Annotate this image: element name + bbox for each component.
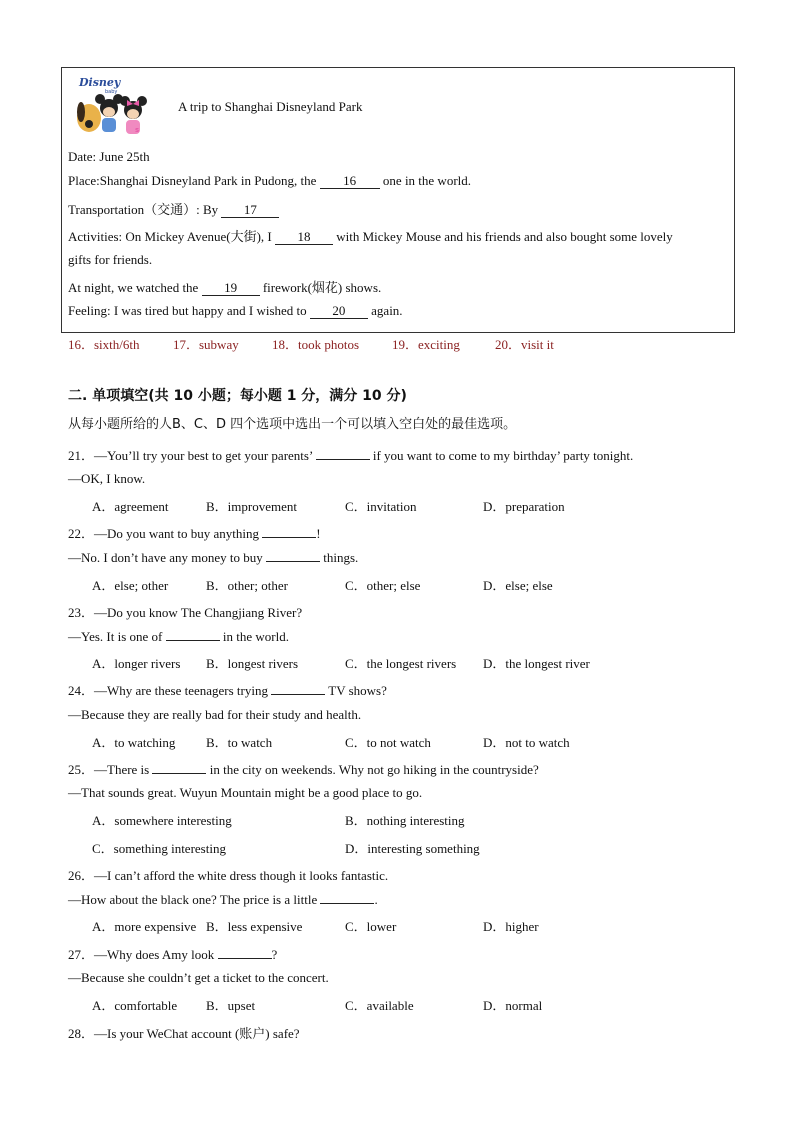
answer-20: 20．visit it (495, 337, 554, 352)
question-22-reply: —No. I don’t have any money to buy things. (68, 550, 359, 565)
disney-baby-logo (71, 74, 155, 140)
answer-17: 17．subway (173, 337, 239, 352)
answer-16: 16．sixth/6th (68, 337, 140, 352)
option-21-c[interactable]: C．invitation (345, 499, 417, 514)
section-instruction: 从每小题所给的人B、C、D 四个选项中选出一个可以填入空白处的最佳选项。 (68, 417, 517, 432)
place-line: Place:Shanghai Disneyland Park in Pudong, the 16 one in the world. (68, 173, 472, 188)
question-27: 27．—Why does Amy look ? (68, 947, 278, 962)
activities-line: Activities: On Mickey Avenue(大街), I 18 with Mickey Mouse and his friends and also bought some lovely (68, 229, 673, 244)
option-27-b[interactable]: B．upset (206, 998, 256, 1013)
option-25-c[interactable]: C．something interesting (92, 841, 226, 856)
option-22-a[interactable]: A．else; other (92, 578, 169, 593)
question-22: 22．—Do you want to buy anything ! (68, 526, 321, 541)
transport-line: Transportation（交通）: By 17 (68, 199, 279, 218)
passage-title: A trip to Shanghai Disneyland Park (178, 99, 363, 114)
question-23-reply: —Yes. It is one of in the world. (68, 629, 289, 644)
question-23: 23．—Do you know The Changjiang River? (68, 605, 303, 620)
option-24-a[interactable]: A．to watching (92, 735, 176, 750)
answer-blank (271, 682, 325, 695)
option-23-d[interactable]: D．the longest river (483, 656, 590, 671)
option-23-b[interactable]: B．longest rivers (206, 656, 299, 671)
date-line: Date: June 25th (68, 149, 150, 164)
option-22-b[interactable]: B．other; other (206, 578, 288, 593)
section-title: 二. 单项填空(共 10 小题；每小题 1 分，满分 10 分) (68, 388, 407, 404)
option-25-b[interactable]: B．nothing interesting (345, 813, 465, 828)
answer-blank (320, 891, 374, 904)
answer-blank (218, 946, 272, 959)
option-26-c[interactable]: C．lower (345, 919, 397, 934)
option-23-a[interactable]: A．longer rivers (92, 656, 181, 671)
question-26-reply: —How about the black one? The price is a little . (68, 892, 378, 907)
question-25: 25．—There is in the city on weekends. Why not go hiking in the countryside? (68, 762, 539, 777)
night-line: At night, we watched the 19 firework(烟花) shows. (68, 280, 382, 295)
blank-16: 16 (320, 174, 380, 189)
svg-text:baby: baby (105, 89, 118, 95)
svg-text:s: s (135, 126, 140, 134)
option-22-c[interactable]: C．other; else (345, 578, 421, 593)
blank-19: 19 (202, 281, 260, 296)
answer-blank (316, 447, 370, 460)
feeling-line: Feeling: I was tired but happy and I wished to 20 again. (68, 303, 403, 318)
question-26: 26．—I can’t afford the white dress though it looks fantastic. (68, 868, 389, 883)
activities-line-2: gifts for friends. (68, 252, 153, 267)
option-26-b[interactable]: B．less expensive (206, 919, 303, 934)
question-24-reply: —Because they are really bad for their study and health. (68, 707, 362, 722)
answer-blank (152, 761, 206, 774)
option-21-b[interactable]: B．improvement (206, 499, 297, 514)
question-21: 21．—You’ll try your best to get your parents’ if you want to come to my birthday’ party tonight. (68, 448, 634, 463)
option-25-a[interactable]: A．somewhere interesting (92, 813, 232, 828)
answer-18: 18．took photos (272, 337, 360, 352)
question-24: 24．—Why are these teenagers trying TV shows? (68, 683, 387, 698)
answer-blank (262, 525, 316, 538)
reading-box (61, 67, 735, 333)
option-26-d[interactable]: D．higher (483, 919, 539, 934)
answer-blank (266, 549, 320, 562)
option-22-d[interactable]: D．else; else (483, 578, 553, 593)
option-27-d[interactable]: D．normal (483, 998, 543, 1013)
option-24-d[interactable]: D．not to watch (483, 735, 570, 750)
question-27-reply: —Because she couldn’t get a ticket to the concert. (68, 970, 329, 985)
option-26-a[interactable]: A．more expensive (92, 919, 197, 934)
question-21-reply: —OK, I know. (68, 471, 146, 486)
question-28: 28．—Is your WeChat account (账户) safe? (68, 1026, 300, 1041)
option-21-d[interactable]: D．preparation (483, 499, 565, 514)
option-24-c[interactable]: C．to not watch (345, 735, 431, 750)
option-23-c[interactable]: C．the longest rivers (345, 656, 457, 671)
svg-text:Disney: Disney (79, 76, 121, 89)
blank-17: 17 (221, 203, 279, 218)
question-25-reply: —That sounds great. Wuyun Mountain might be a good place to go. (68, 785, 423, 800)
blank-18: 18 (275, 230, 333, 245)
option-27-c[interactable]: C．available (345, 998, 414, 1013)
option-21-a[interactable]: A．agreement (92, 499, 169, 514)
answer-19: 19．exciting (392, 337, 460, 352)
answer-blank (166, 628, 220, 641)
option-27-a[interactable]: A．comfortable (92, 998, 178, 1013)
blank-20: 20 (310, 304, 368, 319)
option-25-d[interactable]: D．interesting something (345, 841, 480, 856)
option-24-b[interactable]: B．to watch (206, 735, 273, 750)
